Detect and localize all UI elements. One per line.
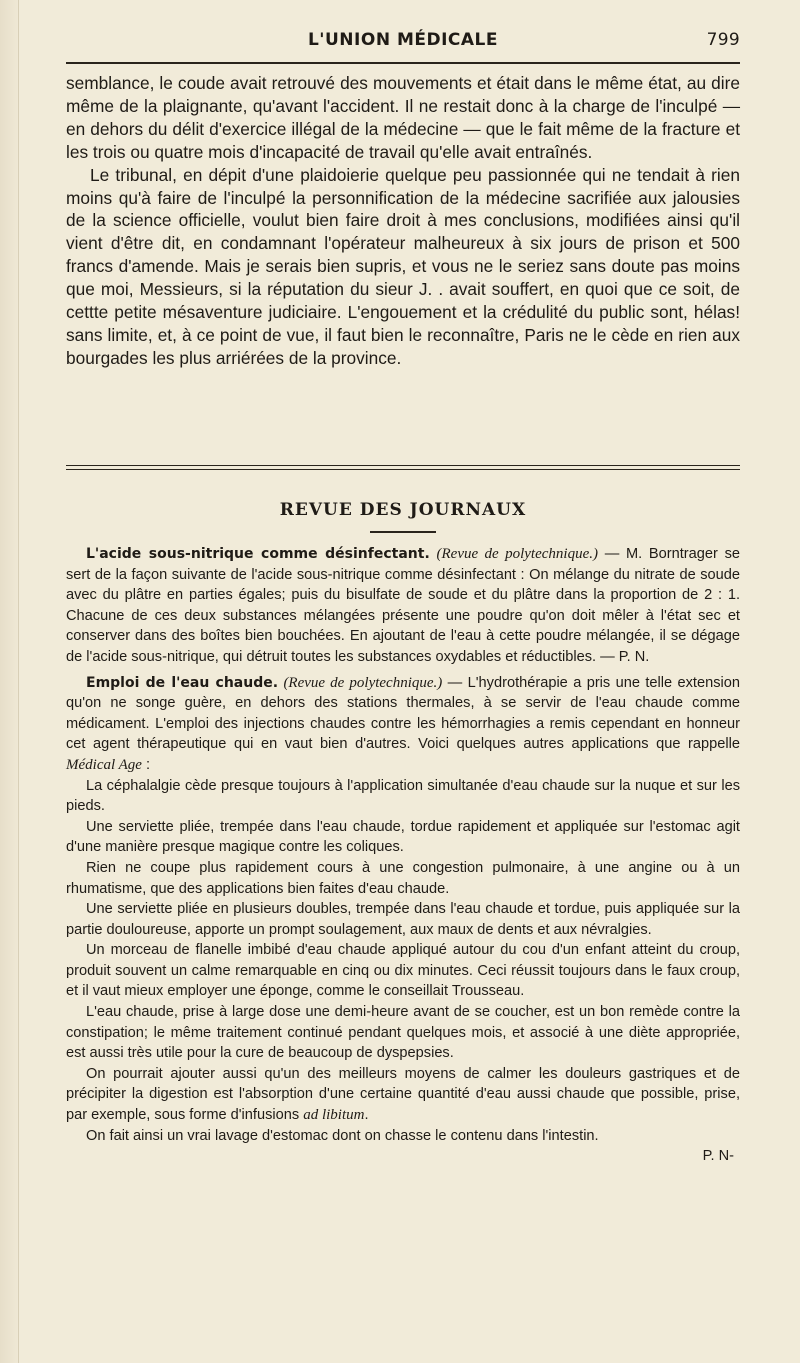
page-binding-edge [0,0,19,1363]
header-rule [66,62,740,64]
paragraph: La céphalalgie cède presque toujours à l'application simultanée d'eau chaude sur la nuque et sur les pieds. [66,777,740,815]
paragraph-text: On pourrait ajouter aussi qu'un des meilleurs moyens de calmer les douleurs gastriques et de précipiter la digestion est l'absorption d'une certaine quantité d'eau aussi chaude que possible, prise, par exemple, sous forme d'infusions [66,1065,740,1124]
section-divider [66,465,740,470]
continuation-text [66,72,740,370]
review-articles [66,544,740,1167]
italic-phrase: ad libitum [303,1107,365,1124]
journal-title: L'UNION MÉDICALE [307,30,499,50]
article-source: (Revue de polytechnique.) [436,546,598,562]
section-title-rule [370,531,436,533]
journal-reference: Médical Age [66,756,142,773]
article-body-end: : [141,756,151,773]
paragraph: Rien ne coupe plus rapidement cours à une congestion pulmonaire, à une angine ou à un rhumatisme, que des applications bien faites d'eau chaude. [66,859,740,897]
page-number: 799 [706,30,740,50]
paragraph: L'eau chaude, prise à large dose une demi-heure avant de se coucher, est un bon remède contre la constipation; le même traitement continué pendant quelques mois, et associé à une diète appropriée, est aussi très utile pour la cure de beaucoup de dyspepsies. [66,1004,740,1062]
article-eau-chaude [66,673,740,776]
paragraph: semblance, le coude avait retrouvé des mouvements et était dans le même état, au dire même de la plaignante, qu'avant l'accident. Il ne restait donc à la charge de l'inculpé — en dehors du délit d'exercice illégal de la médecine — que le fait même de la fracture et les trois ou quatre mois d'incapacité de travail qu'elle avait entraînés. [66,73,740,162]
paragraph: Une serviette pliée, trempée dans l'eau chaude, tordue rapidement et appliquée sur l'estomac agit d'une manière presque magique contre les coliques. [66,818,740,856]
paragraph: Un morceau de flanelle imbibé d'eau chaude appliqué autour du cou d'un enfant atteint du croup, produit souvent un calme remarquable en cinq ou dix minutes. Ceci réussit toujours dans le faux croup, et il vaut mieux employer une éponge, comme le conseillait Trousseau. [66,942,740,1000]
article-source: (Revue de polytechnique.) [283,674,443,691]
paragraph: Le tribunal, en dépit d'une plaidoierie quelque peu passionnée qui ne tendait à rien moins qu'à faire de l'inculpé la personnification de la médecine sacrifiée aux jalousies de la science officielle, voulut bien faire droit à mes conclusions, modifiées ainsi qu'il vient d'être dit, en condamnant l'opérateur malheureux à six jours de prison et 500 francs d'amende. Mais je serais bien supris, et vous ne le seriez sans doute pas moins que moi, Messieurs, si la réputation du sieur J. . avait souffert, en quoi que ce soit, de cettte petite mésaventure judiciaire. L'engouement et la crédulité du public sont, hélas! sans limite, et, à ce point de vue, il faut bien le reconnaître, Paris ne le cède en rien aux bourgades les plus arriérées de la province. [66,164,740,368]
article-title: L'acide sous-nitrique comme désinfectant. [86,546,430,562]
article-acide-sous-nitrique [66,544,740,668]
signature: P. N- [702,1148,734,1165]
paragraph-end: . [364,1107,369,1124]
article-body: — M. Borntrager se sert de la façon suivante de l'acide sous-nitrique comme désinfectant : On mélange du nitrate de soude avec du plâtre en parties égales; puis du bisulfate de soude et du plâtre dans la proportion de 2 : 1. Chacune de ces deux substances mélangées présente une poudre qu'on doit mêler à l'état sec et conserver dans des boîtes bien bouchées. En ajoutant de l'eau à cette poudre mélangée, il se dégage de l'acide sous-nitrique, qui détruit toutes les substances oxydables et réductibles. — P. N. [66,546,740,665]
paragraph: Une serviette pliée en plusieurs doubles, trempée dans l'eau chaude et tordue, puis appliquée sur la partie douloureuse, apporte un prompt soulagement, aux maux de dents et aux névralgies. [66,901,740,938]
article-title: Emploi de l'eau chaude. [86,674,279,691]
paragraph [66,1064,740,1126]
section-title: REVUE DES JOURNAUX [279,500,527,520]
article-body: — L'hydrothérapie a pris une telle extension qu'on ne songe guère, en dehors des stations thermales, à se servir de l'eau chaude comme médicament. L'emploi des injections chaudes contre les hémorrhagies a remis cependant en honneur cet agent thérapeutique qui en vaut bien d'autres. Voici quelques autres applications que rappelle [66,674,740,753]
paragraph: On fait ainsi un vrai lavage d'estomac dont on chasse le contenu dans l'intestin. [86,1127,599,1144]
running-head [66,30,740,58]
